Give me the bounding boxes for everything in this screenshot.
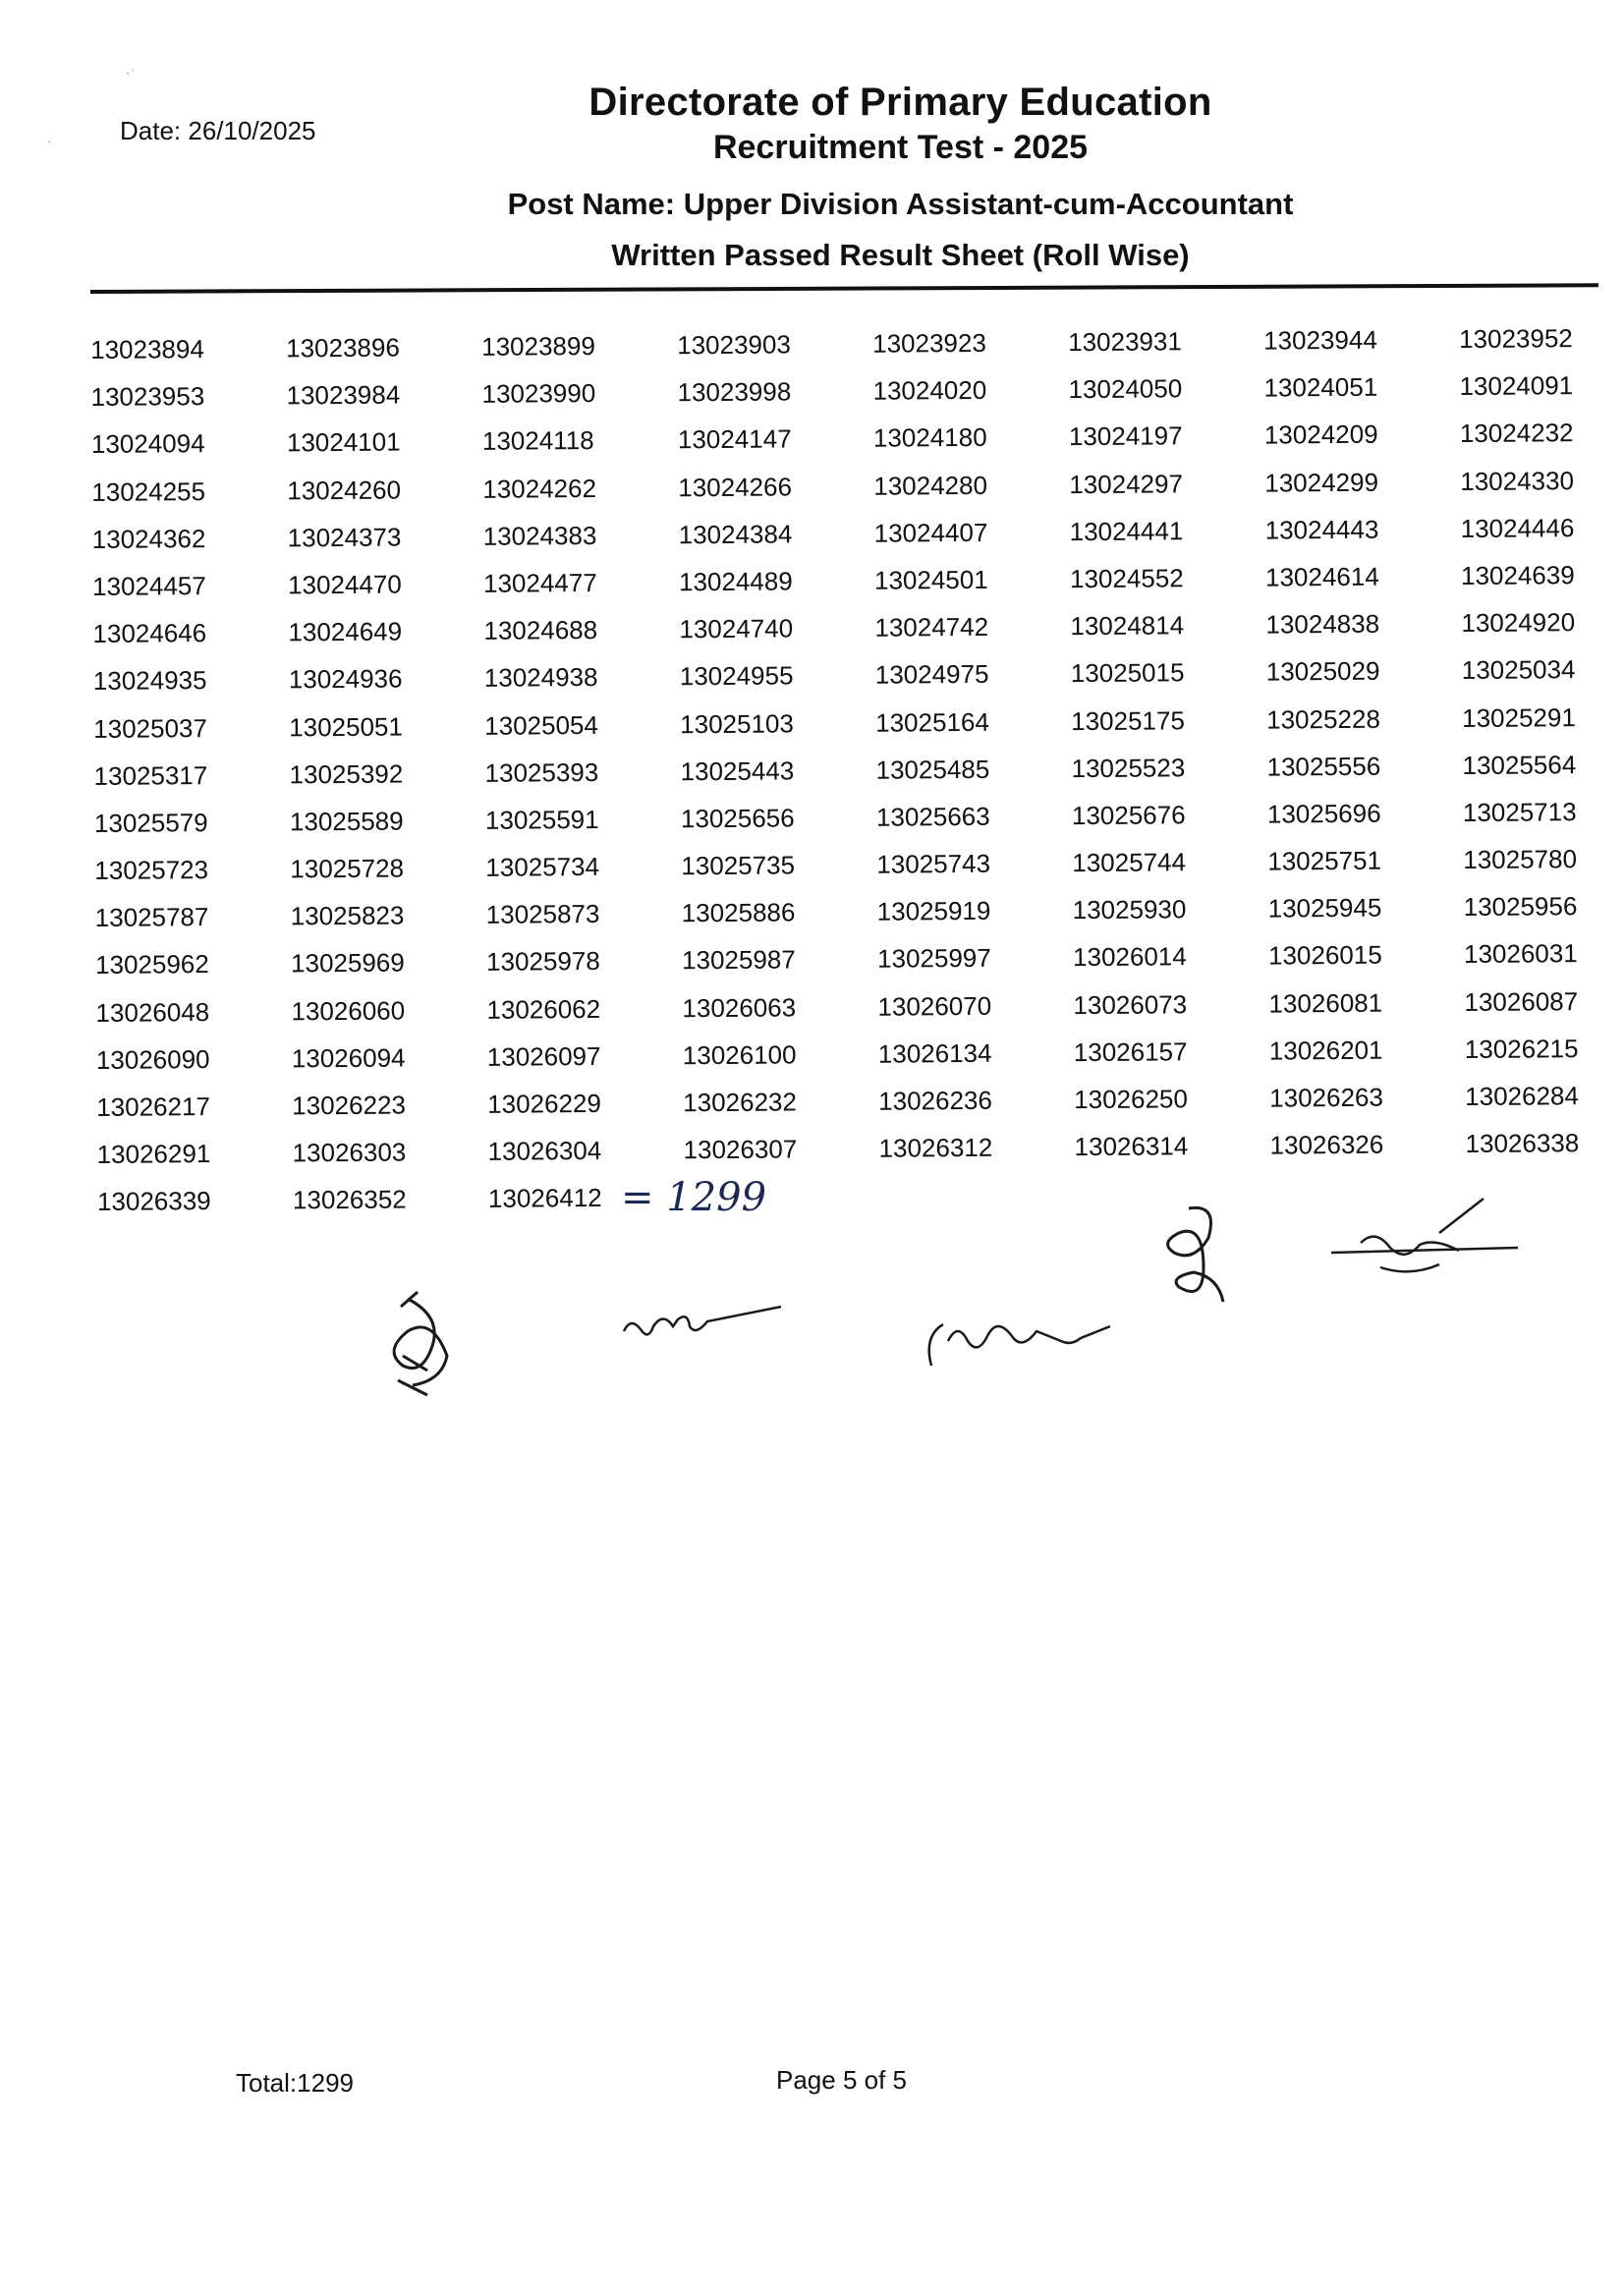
roll-number: 13026087	[1464, 985, 1579, 1017]
roll-number: 13026326	[1269, 1129, 1384, 1160]
roll-number: 13026236	[878, 1085, 993, 1116]
roll-number: 13023923	[872, 327, 986, 359]
roll-number: 13024477	[482, 567, 597, 598]
roll-number: 13024091	[1459, 370, 1574, 402]
signature-2	[619, 1292, 786, 1351]
organization-title: Directorate of Primary Education	[588, 81, 1212, 124]
roll-number: 13024501	[873, 564, 988, 595]
roll-number: 13024209	[1263, 420, 1378, 450]
roll-number: 13025987	[681, 944, 796, 976]
roll-number: 13026263	[1269, 1082, 1384, 1113]
roll-number: 13025962	[94, 949, 209, 980]
roll-number: 13024688	[483, 615, 598, 645]
roll-number: 13023990	[481, 378, 596, 410]
roll-number: 13024383	[482, 520, 597, 551]
scan-speck: ˎ˒	[126, 59, 136, 75]
roll-number: 13026284	[1465, 1081, 1580, 1112]
roll-number: 13026063	[682, 992, 797, 1023]
roll-number: 13025317	[93, 759, 208, 791]
roll-number: 13025015	[1070, 657, 1185, 689]
roll-number: 13024646	[92, 618, 207, 649]
roll-number: 13025945	[1267, 892, 1382, 924]
roll-number: 13023894	[90, 334, 204, 364]
roll-number: 13026304	[487, 1136, 602, 1167]
roll-number: 13024262	[482, 473, 597, 504]
roll-number: 13024260	[287, 475, 402, 505]
roll-number: 13026291	[96, 1139, 211, 1170]
roll-number: 13023998	[677, 376, 792, 408]
roll-number: 13025051	[289, 711, 404, 742]
roll-number: 13024552	[1069, 563, 1184, 594]
roll-number: 13024101	[286, 426, 401, 458]
handwritten-total: = 1299	[621, 1175, 767, 1220]
roll-number: 13025886	[681, 897, 796, 928]
roll-number: 13026232	[683, 1087, 798, 1118]
post-name	[177, 187, 1624, 222]
roll-number: 13025034	[1461, 654, 1576, 686]
roll-number: 13024384	[678, 519, 793, 550]
roll-number: 13026338	[1465, 1128, 1580, 1159]
roll-number: 13025029	[1265, 656, 1380, 687]
header-divider	[90, 283, 1598, 294]
roll-number: 13024446	[1460, 512, 1575, 543]
roll-number: 13025751	[1267, 845, 1382, 876]
roll-number: 13025392	[289, 758, 404, 790]
roll-number: 13024742	[874, 611, 989, 643]
roll-number: 13025780	[1463, 844, 1578, 875]
scan-speck: ·	[47, 133, 52, 148]
roll-number: 13025579	[93, 807, 208, 838]
roll-number: 13024330	[1460, 465, 1575, 496]
roll-number: 13023944	[1263, 324, 1377, 356]
roll-number: 13024266	[678, 471, 793, 502]
roll-number: 13025823	[290, 900, 405, 931]
signature-3	[924, 1297, 1120, 1375]
roll-number: 13024935	[92, 665, 207, 697]
roll-number: 13025175	[1071, 704, 1185, 736]
roll-number: 13024147	[677, 423, 792, 455]
roll-number: 13023931	[1068, 326, 1182, 358]
roll-number: 13026100	[682, 1039, 797, 1071]
roll-number: 13024255	[91, 476, 206, 507]
roll-number: 13025676	[1071, 800, 1186, 831]
roll-number: 13024118	[481, 425, 594, 457]
roll-number: 13025523	[1071, 752, 1186, 783]
roll-number: 13026031	[1463, 938, 1578, 970]
roll-number: 13026314	[1074, 1131, 1189, 1162]
roll-number: 13024489	[678, 566, 793, 597]
roll-number: 13024280	[873, 470, 988, 501]
roll-number: 13025744	[1072, 847, 1187, 878]
roll-number: 13026048	[95, 996, 210, 1028]
roll-number: 13025393	[484, 756, 599, 788]
roll-number: 13025873	[485, 899, 600, 930]
roll-number: 13025291	[1462, 701, 1576, 733]
roll-number: 13024299	[1264, 467, 1379, 498]
roll-number: 13025930	[1072, 894, 1187, 925]
roll-number: 13025713	[1462, 797, 1577, 827]
roll-number: 13024050	[1068, 373, 1183, 405]
roll-number: 13026223	[292, 1090, 407, 1121]
roll-number: 13024740	[679, 613, 794, 644]
roll-number: 13025743	[876, 848, 991, 879]
roll-number: 13026073	[1073, 988, 1188, 1020]
roll-number: 13026201	[1268, 1035, 1383, 1066]
roll-number: 13026157	[1073, 1036, 1188, 1067]
roll-number: 13024936	[288, 663, 403, 695]
roll-number: 13026312	[878, 1133, 993, 1163]
roll-number: 13024975	[874, 659, 989, 691]
roll-number: 13026014	[1072, 941, 1187, 973]
roll-number: 13025164	[875, 706, 989, 738]
roll-number: 13024232	[1459, 418, 1574, 449]
exam-title: Recruitment Test - 2025	[712, 129, 1089, 166]
roll-number: 13025735	[681, 850, 796, 881]
roll-number: 13026081	[1268, 987, 1383, 1019]
roll-number: 13026307	[683, 1134, 798, 1165]
roll-number: 13026094	[291, 1042, 406, 1074]
roll-number: 13024197	[1068, 420, 1183, 452]
roll-number: 13025734	[485, 852, 600, 882]
roll-number: 13024407	[873, 517, 988, 548]
roll-number: 13025103	[680, 707, 794, 739]
roll-number: 13024639	[1460, 560, 1575, 590]
roll-number: 13024814	[1070, 610, 1185, 642]
document-date: Date: 26/10/2025	[120, 116, 316, 145]
post-name-label: Post Name:	[507, 187, 676, 221]
roll-number: 13023953	[90, 381, 205, 413]
roll-number: 13024443	[1264, 514, 1379, 545]
roll-number: 13025556	[1266, 751, 1381, 782]
roll-number: 13025564	[1462, 749, 1577, 780]
roll-number: 13026412	[487, 1183, 602, 1214]
roll-number: 13025591	[484, 804, 599, 835]
roll-number: 13026339	[96, 1186, 211, 1217]
roll-number: 13023899	[481, 330, 595, 362]
roll-number: 13026303	[292, 1137, 407, 1168]
roll-number: 13025485	[875, 754, 990, 785]
roll-number: 13026060	[291, 995, 406, 1027]
roll-number: 13024470	[287, 569, 402, 600]
signature-1	[373, 1287, 481, 1405]
roll-number: 13023896	[286, 332, 400, 364]
roll-number: 13025787	[94, 902, 209, 933]
roll-number: 13024920	[1461, 607, 1576, 639]
roll-number: 13024649	[288, 616, 403, 647]
roll-number: 13025728	[290, 853, 405, 884]
roll-number: 13026070	[877, 990, 992, 1022]
roll-number: 13026090	[95, 1043, 210, 1075]
roll-number: 13026015	[1267, 940, 1382, 972]
roll-number: 13025723	[94, 855, 209, 886]
roll-number: 13026097	[486, 1040, 601, 1072]
roll-number: 13025656	[680, 803, 795, 834]
roll-number: 13024614	[1264, 561, 1379, 592]
roll-number: 13025956	[1463, 891, 1578, 923]
sheet-title: Written Passed Result Sheet (Roll Wise)	[611, 238, 1190, 272]
signature-4	[1149, 1204, 1238, 1312]
roll-number: 13024955	[679, 660, 794, 692]
roll-number: 13024094	[90, 428, 205, 460]
roll-number: 13026134	[877, 1037, 992, 1069]
page-number: Page 5 of 5	[776, 2065, 907, 2095]
roll-number: 13025589	[289, 806, 404, 837]
roll-number-grid	[90, 314, 1600, 1226]
roll-number: 13024373	[287, 522, 402, 553]
roll-number: 13025037	[93, 712, 208, 744]
post-name-value: Upper Division Assistant-cum-Accountant	[683, 187, 1294, 221]
roll-number: 13025919	[876, 896, 991, 926]
roll-number: 13024020	[872, 375, 987, 406]
roll-number: 13026062	[486, 993, 601, 1025]
roll-number: 13025228	[1266, 703, 1380, 735]
roll-number: 13025443	[680, 756, 795, 786]
roll-number: 13025663	[875, 801, 990, 832]
roll-number: 13025997	[876, 943, 991, 975]
footer-total: Total:1299	[236, 2068, 354, 2098]
roll-number: 13024297	[1069, 468, 1184, 499]
roll-number: 13025969	[290, 947, 405, 979]
roll-number: 13024457	[91, 571, 206, 601]
roll-number: 13025978	[485, 946, 600, 978]
roll-number: 13023952	[1459, 323, 1573, 355]
roll-number: 13026229	[487, 1088, 602, 1119]
roll-number: 13026352	[292, 1184, 407, 1215]
roll-number: 13026250	[1074, 1084, 1189, 1115]
roll-number: 13024938	[483, 662, 598, 694]
signature-5	[1321, 1194, 1528, 1292]
document-header	[0, 81, 1624, 273]
roll-number: 13024362	[91, 523, 206, 554]
roll-number: 13024051	[1263, 371, 1378, 403]
roll-number: 13023903	[677, 329, 791, 361]
roll-number: 13024180	[872, 422, 987, 454]
roll-number: 13024838	[1265, 608, 1380, 640]
roll-number: 13026217	[96, 1092, 211, 1122]
roll-number: 13023984	[286, 379, 401, 411]
roll-number: 13025054	[484, 709, 599, 741]
roll-number: 13024441	[1069, 516, 1184, 546]
roll-number: 13025696	[1266, 798, 1381, 829]
roll-number: 13026215	[1464, 1033, 1579, 1064]
